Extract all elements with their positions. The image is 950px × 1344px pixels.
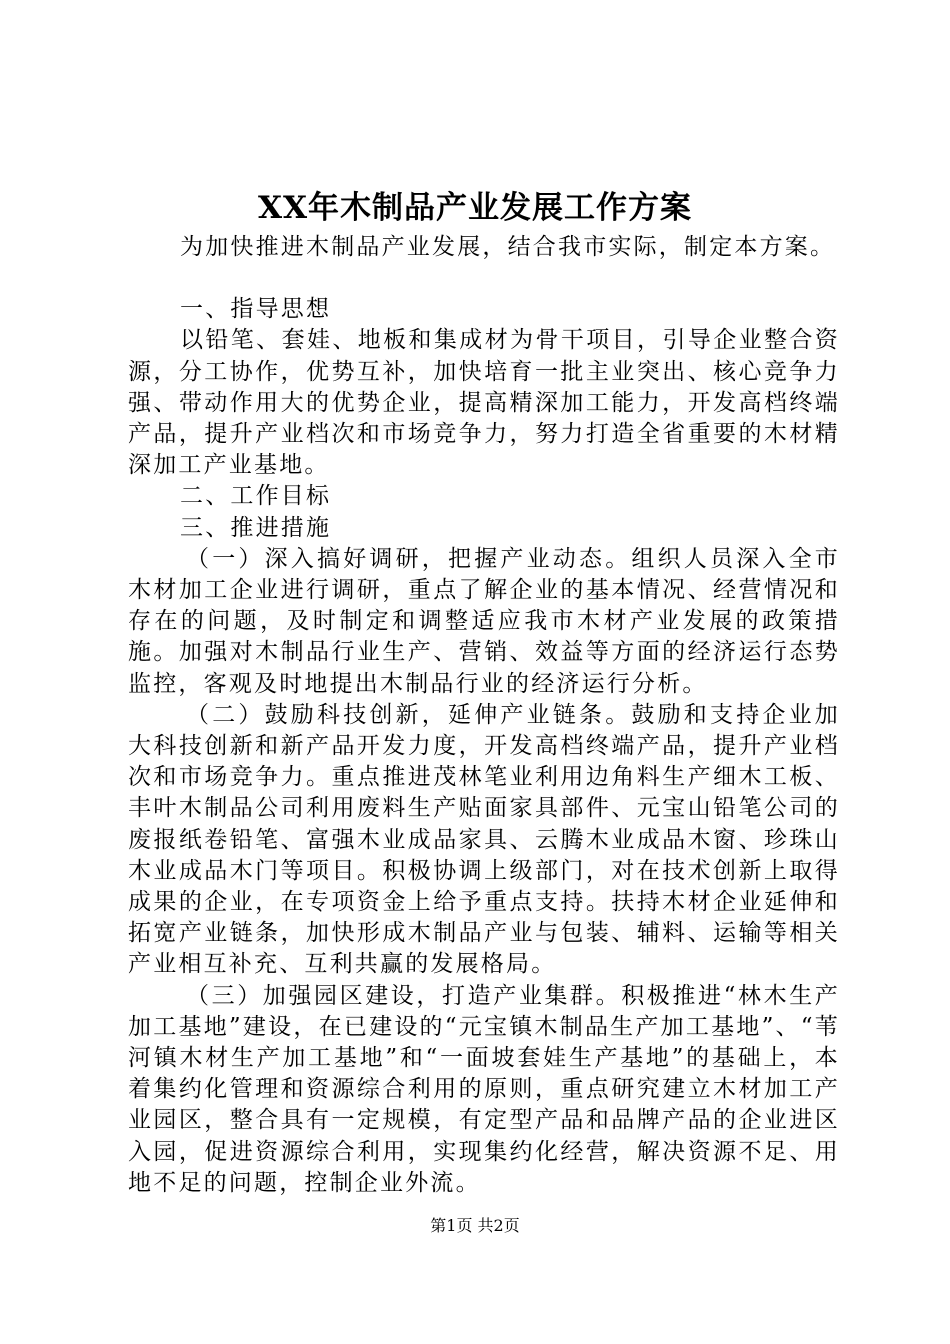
document-title: XX年木制品产业发展工作方案: [257, 190, 693, 226]
section-heading-work-goals: 二、工作目标: [180, 483, 332, 510]
paragraph-measure-1: （一）深入搞好调研，把握产业动态。组织人员深入全市木材加工企业进行调研，重点了解企业的基本情况、经营情况和存在的问题，及时制定和调整适应我市木材产业发展的政策措施。加强对木制品行业生产、营销、效益等方面的经济运行态势监控，客观及时地提出木制品行业的经济运行分析。: [128, 545, 840, 697]
paragraph-measure-3: （三）加强园区建设，打造产业集群。积极推进“林木生产加工基地”建设，在已建设的“元宝镇木制品生产加工基地”、“苇河镇木材生产加工基地”和“一面坡套娃生产基地”的基础上，本着集约化管理和资源综合利用的原则，重点研究建立木材加工产业园区，整合具有一定规模，有定型产品和品牌产品的企业进区入园，促进资源综合利用，实现集约化经营，解决资源不足、用地不足的问题，控制企业外流。: [128, 982, 840, 1196]
paragraph-guiding-ideology: 以铅笔、套娃、地板和集成材为骨干项目，引导企业整合资源，分工协作，优势互补，加快培育一批主业突出、核心竞争力强、带动作用大的优势企业，提高精深加工能力，开发高档终端产品，提升产业档次和市场竞争力，努力打造全省重要的木材精深加工产业基地。: [128, 327, 840, 479]
paragraph-measure-2: （二）鼓励科技创新，延伸产业链条。鼓励和支持企业加大科技创新和新产品开发力度，开发高档终端产品，提升产业档次和市场竞争力。重点推进茂林笔业利用边角料生产细木工板、丰叶木制品公司利用废料生产贴面家具部件、元宝山铅笔公司的废报纸卷铅笔、富强木业成品家具、云腾木业成品木窗、珍珠山木业成品木门等项目。积极协调上级部门，对在技术创新上取得成果的企业，在专项资金上给予重点支持。扶持木材企业延伸和拓宽产业链条，加快形成木制品产业与包装、辅料、运输等相关产业相互补充、互利共赢的发展格局。: [128, 701, 840, 978]
section-heading-measures: 三、推进措施: [180, 514, 332, 541]
section-heading-guiding-ideology: 一、指导思想: [180, 296, 332, 323]
document-body: [128, 232, 840, 1199]
intro-paragraph: 为加快推进木制品产业发展，结合我市实际，制定本方案。: [180, 234, 836, 260]
page-footer: 第1页 共2页: [430, 1216, 520, 1235]
